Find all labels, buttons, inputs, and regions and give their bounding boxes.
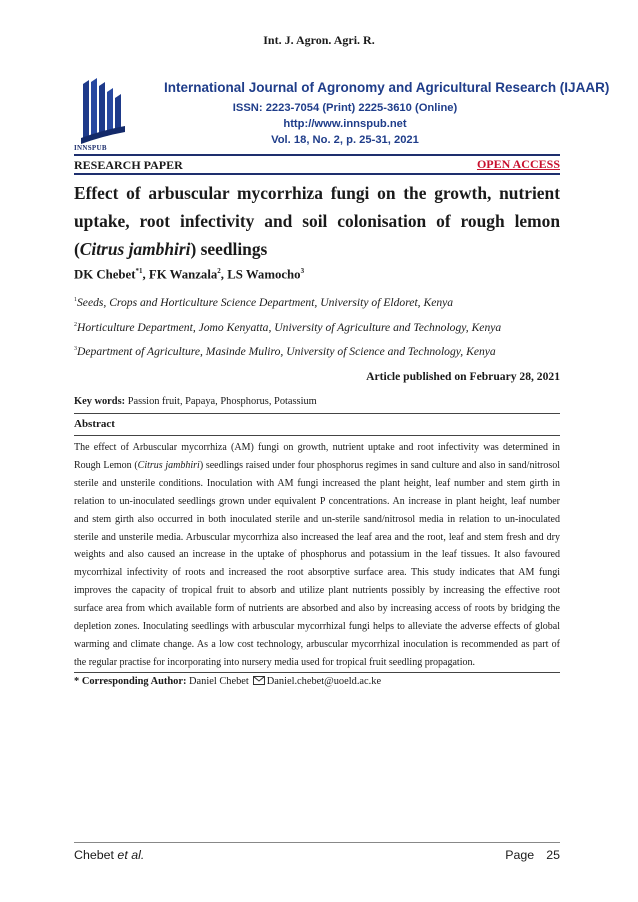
abstract-species: Citrus jambhiri [137,459,200,471]
title-species: Citrus jambhiri [79,239,191,259]
open-access-badge[interactable]: OPEN ACCESS [476,157,560,171]
abstract-rule-bottom [74,672,560,673]
logo-book-icon [79,76,127,146]
header-rule-top [74,154,560,156]
abstract-rule-top [74,413,560,414]
header-rule-bottom [74,173,560,175]
journal-issn: ISSN: 2223-7054 (Print) 2225-3610 (Online) [232,102,458,114]
affiliation-2: $^2$Horticulture Department, Jomo Kenyatta, University of Agriculture and Technology, Kenya [74,321,502,334]
footer-author: Chebet et al. [74,848,145,862]
title-line-2: uptake, root infectivity and soil colonisation of rough lemon [74,211,560,231]
paper-title [74,179,560,263]
page-label: Page [505,848,535,862]
author-name: DK Chebet [74,267,136,282]
journal-volume: Vol. 18, No. 2, p. 25-31, 2021 [271,134,419,146]
title-line-1: Effect of arbuscular mycorrhiza fungi on the growth, nutrient [74,183,560,203]
author-mark: 2 [217,267,221,275]
author-name: FK Wanzala [148,267,218,282]
footer-page [505,848,560,862]
mail-icon [253,676,265,688]
logo-text: INNSPUB [74,144,107,152]
keywords-value: Passion fruit, Papaya, Phosphorus, Potassium [127,396,317,407]
abstract-rule-middle [74,435,560,436]
footer-rule [74,842,560,843]
page-number: 25 [546,848,560,862]
author-mark: 3 [300,267,305,275]
abstract-heading: Abstract [74,418,115,430]
abstract-body: The effect of Arbuscular mycorrhiza (AM) fungi on growth, nutrient uptake and root infectivity was determined in Rough Lemon (Citrus jambhiri) seedlings raised under four phosphorus regimes in sand culture and also in sand/nitrosol sterile and unsterile conditions. Inoculation with AM fungi increased the plant height, leaf number and stem girth in relation to un-inoculated seedlings grown under equivalent P concentrations. An increase in plant height, leaf number and stem girth also occurred in both inoculated sterile and un-sterile sand/nitrosol media in relation to un-inoculated sterile and unsterile media. Arbuscular mycorrhiza also increased the leaf area and the root, leaf and stem fresh and dry weights and also caused an increase in the uptake of phosphorus and potassium in the leaf tissues. It also favoured mycorrhizal infectivity of roots and increased the root absorptive surface area. This study indicates that AM fungi improves the capacity of tropical fruit to absorb and utilize plant nutrients possibly by increasing the effective root surface area from which available form of nutrients are absorbed and also by increasing access of roots by bridging the depletion zones. Inoculating seedlings with arbuscular mycorrhizal fungi helps to alleviate the adverse effects of global warming and climate change. As a low cost technology, arbuscular mycorrhizal inoculation is recommended as part of the regular practise for incorporating into nursery media used for tropical fruit seedling propagation. [74,442,561,668]
running-head: Int. J. Agron. Agri. R. [263,33,375,47]
keywords [74,396,317,407]
affiliation-1: $^1$Seeds, Crops and Horticulture Science Department, University of Eldoret, Kenya [74,296,454,309]
published-date: Article published on February 28, 2021 [366,370,560,383]
innspub-logo [79,76,127,150]
paper-type: RESEARCH PAPER [74,158,183,172]
corresponding-name: Daniel Chebet [189,676,249,687]
corresponding-author: * Corresponding Author: Daniel Chebet Daniel.chebet@uoeld.ac.ke [74,676,382,687]
author-mark: *1 [135,267,143,275]
title-line-3: (Citrus jambhiri) seedlings [74,239,268,259]
affiliation-3: $^3$Department of Agriculture, Masinde Muliro, University of Science and Technology, Kenya [74,345,496,358]
journal-url-link[interactable]: http://www.innspub.net [283,118,407,130]
author-name: LS Wamocho [227,267,301,282]
journal-name: International Journal of Agronomy and Agricultural Research (IJAAR) [164,80,610,95]
author-list: DK Chebet$^{*1}$, FK Wanzala$^2$, LS Wamocho$^3$ [74,267,305,282]
keywords-label: Key words: [74,396,126,407]
corresponding-label: Corresponding Author: [81,676,187,687]
corresponding-email-link[interactable]: Daniel.chebet@uoeld.ac.ke [266,676,382,687]
